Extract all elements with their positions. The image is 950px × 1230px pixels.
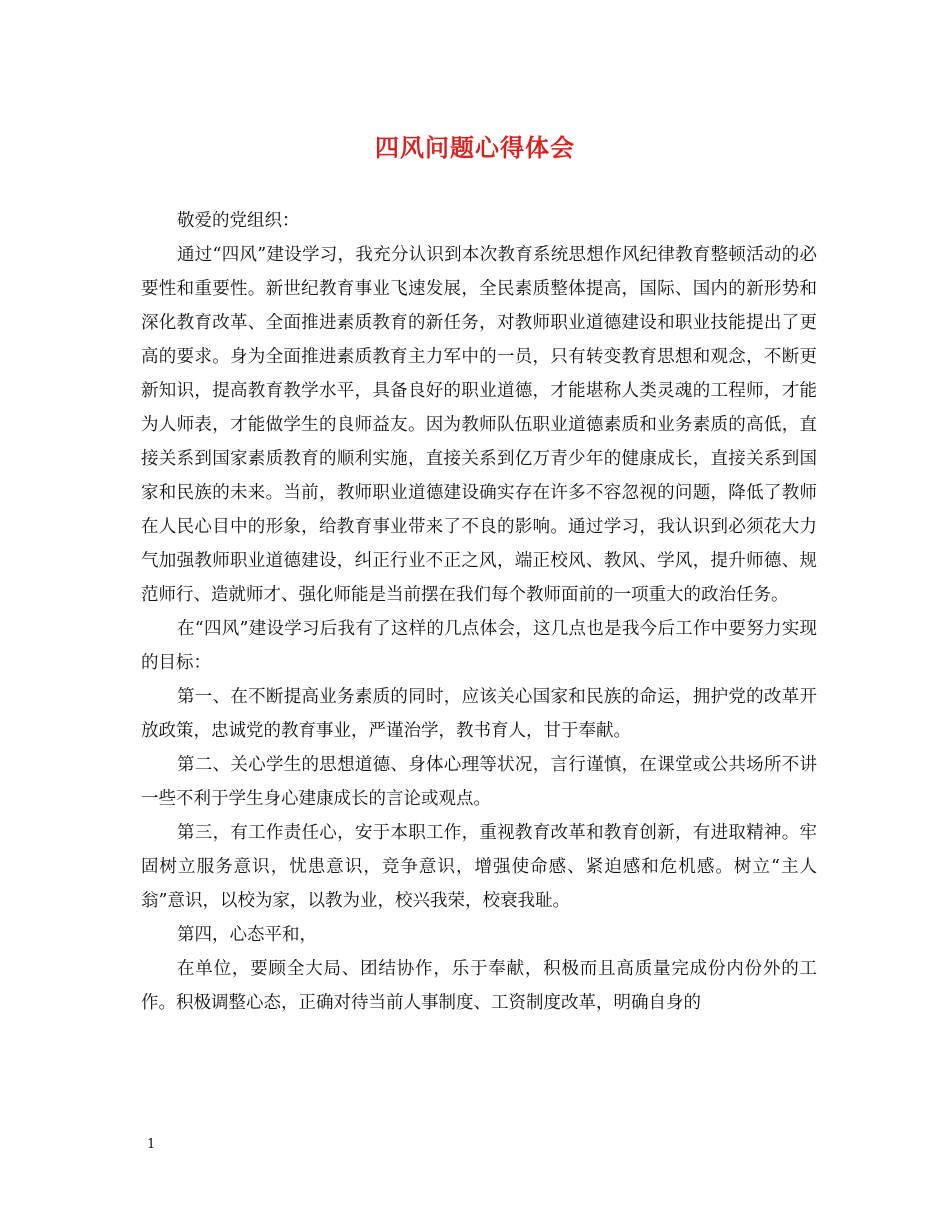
paragraph-intro: 通过“四风”建设学习，我充分认识到本次教育系统思想作风纪律教育整顿活动的必要性和重要性。新世纪教育事业飞速发展，全民素质整体提高，国际、国内的新形势和深化教育改革、全面推进素质教育的新任务，对教师职业道德建设和职业技能提出了更高的要求。身为全面推进素质教育主力军中的一员，只有转变教育思想和观念，不断更新知识，提高教育教学水平，具备良好的职业道德，才能堪称人类灵魂的工程师，才能为人师表，才能做学生的良师益友。因为教师队伍职业道德素质和业务素质的高低，直接关系到国家素质教育的顺利实施，直接关系到亿万青少年的健康成长，直接关系到国家和民族的未来。当前，教师职业道德建设确实存在许多不容忽视的问题，降低了教师在人民心目中的形象，给教育事业带来了不良的影响。通过学习，我认识到必须花大力气加强教师职业道德建设，纠正行业不正之风，端正校风、教风、学风，提升师德、规范师行、造就师才、强化师能是当前摆在我们每个教师面前的一项重大的政治任务。	[141, 245, 817, 605]
paragraph-point-one: 第一、在不断提高业务素质的同时，应该关心国家和民族的命运，拥护党的改革开放政策，忠诚党的教育事业，严谨治学，教书育人，甘于奉献。	[141, 687, 817, 741]
paragraph-point-four-body: 在单位，要顾全大局、团结协作，乐于奉献，积极而且高质量完成份内份外的工作。积极调整心态，正确对待当前人事制度、工资制度改革，明确自身的	[141, 959, 817, 1013]
paragraph-point-four-heading: 第四，心态平和，	[177, 925, 317, 945]
document-title: 四风问题心得体会	[375, 133, 575, 162]
page-number: 1	[147, 1137, 156, 1152]
salutation: 敬爱的党组织：	[177, 211, 300, 231]
paragraph-point-two: 第二、关心学生的思想道德、身体心理等状况，言行谨慎，在课堂或公共场所不讲一些不利于学生身心建康成长的言论或观点。	[141, 755, 817, 809]
document-body	[141, 204, 817, 1020]
paragraph-reflections-lead: 在“四风”建设学习后我有了这样的几点体会，这几点也是我今后工作中要努力实现的目标：	[141, 619, 817, 673]
paragraph-point-three: 第三，有工作责任心，安于本职工作，重视教育改革和教育创新，有进取精神。牢固树立服务意识，忧患意识，竞争意识，增强使命感、紧迫感和危机感。树立“主人翁”意识，以校为家，以教为业，校兴我荣，校衰我耻。	[141, 823, 817, 911]
